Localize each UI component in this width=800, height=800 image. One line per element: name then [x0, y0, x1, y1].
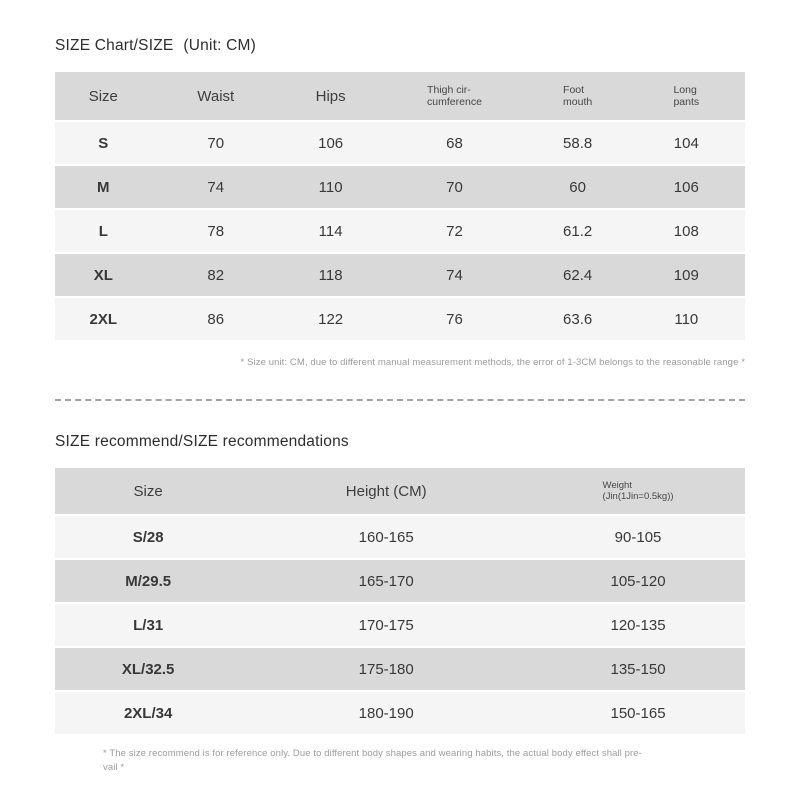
table-cell: 118 — [318, 266, 343, 284]
size-recommend-table-body — [55, 516, 745, 734]
table-cell: 74 — [207, 178, 225, 196]
table-cell: 150-165 — [610, 704, 666, 722]
table-row — [55, 166, 745, 208]
table-row — [55, 648, 745, 690]
size-recommend-footnote: * The size recommend is for reference only. Due to different body shapes and wearing habits, the actual body effect shall pre- vail * — [103, 748, 642, 773]
table-cell: 135-150 — [610, 660, 666, 678]
table-cell: 110 — [674, 310, 699, 328]
size-recommend-title — [55, 433, 349, 451]
table-cell: 61.2 — [563, 222, 593, 240]
size-chart-table-body — [55, 122, 745, 340]
table-cell: 104 — [673, 134, 699, 152]
size-label-cell: 2XL/34 — [123, 704, 173, 722]
table-cell: 105-120 — [610, 572, 666, 590]
table-cell: 180-190 — [358, 704, 414, 722]
table-cell: 108 — [673, 222, 699, 240]
table-row — [55, 516, 745, 558]
table-row — [55, 122, 745, 164]
dashed-divider — [55, 399, 745, 401]
header-cell: Height (CM) — [345, 482, 427, 500]
table-cell: 122 — [318, 310, 344, 328]
size-chart-table-header — [55, 72, 745, 120]
size-label-cell: M — [97, 178, 110, 196]
table-cell: 74 — [446, 266, 463, 284]
header-cell: Size — [133, 482, 163, 500]
table-cell: 120-135 — [610, 616, 666, 634]
table-cell: 114 — [318, 222, 343, 240]
header-cell: Waist — [197, 87, 235, 105]
table-cell: 165-170 — [358, 572, 414, 590]
table-cell: 106 — [673, 178, 699, 196]
table-cell: 170-175 — [358, 616, 414, 634]
table-cell: 76 — [446, 310, 463, 328]
table-cell: 82 — [207, 266, 225, 284]
table-cell: 58.8 — [563, 134, 593, 152]
table-cell: 78 — [207, 222, 225, 240]
table-cell: 70 — [446, 178, 463, 196]
header-cell: Foot mouth — [563, 83, 593, 108]
table-cell: 175-180 — [358, 660, 414, 678]
table-cell: 68 — [446, 134, 463, 152]
table-row — [55, 210, 745, 252]
size-label-cell: S/28 — [132, 528, 164, 546]
table-cell: 90-105 — [614, 528, 662, 546]
header-cell: Long pants — [673, 83, 700, 108]
table-cell: 109 — [673, 266, 699, 284]
table-row — [55, 298, 745, 340]
table-cell: 160-165 — [358, 528, 414, 546]
table-cell: 72 — [446, 222, 463, 240]
size-chart-footnote: * Size unit: CM, due to different manual measurement methods, the error of 1-3CM belongs to the reasonable range * — [240, 357, 745, 368]
table-row — [55, 604, 745, 646]
size-label-cell: XL/32.5 — [121, 660, 175, 678]
size-recommend-title-text: SIZE recommend/SIZE recommendations — [55, 433, 349, 450]
header-cell: Size — [88, 87, 118, 105]
table-row — [55, 254, 745, 296]
size-chart-unit-label: (Unit: CM) — [183, 37, 257, 54]
size-label-cell: 2XL — [89, 310, 118, 328]
table-cell: 106 — [318, 134, 344, 152]
table-cell: 86 — [207, 310, 225, 328]
header-cell: Thigh cir- cumference — [427, 83, 482, 108]
size-chart-title — [55, 37, 256, 55]
size-chart-title-text: SIZE Chart/SIZE — [55, 37, 174, 54]
size-label-cell: L — [98, 222, 108, 240]
table-cell: 60 — [569, 178, 586, 196]
table-row — [55, 692, 745, 734]
table-cell: 70 — [207, 134, 225, 152]
header-cell: Hips — [315, 87, 346, 105]
table-row — [55, 560, 745, 602]
header-cell: Weight (Jin(1Jin=0.5kg)) — [602, 480, 674, 502]
size-label-cell: S — [98, 134, 109, 152]
table-cell: 63.6 — [563, 310, 593, 328]
size-label-cell: L/31 — [133, 616, 164, 634]
size-recommend-table-header — [55, 468, 745, 514]
size-label-cell: XL — [93, 266, 113, 284]
table-cell: 110 — [318, 178, 343, 196]
size-label-cell: M/29.5 — [125, 572, 172, 590]
size-recommend-table — [55, 468, 745, 734]
table-cell: 62.4 — [563, 266, 593, 284]
size-chart-table — [55, 72, 745, 340]
